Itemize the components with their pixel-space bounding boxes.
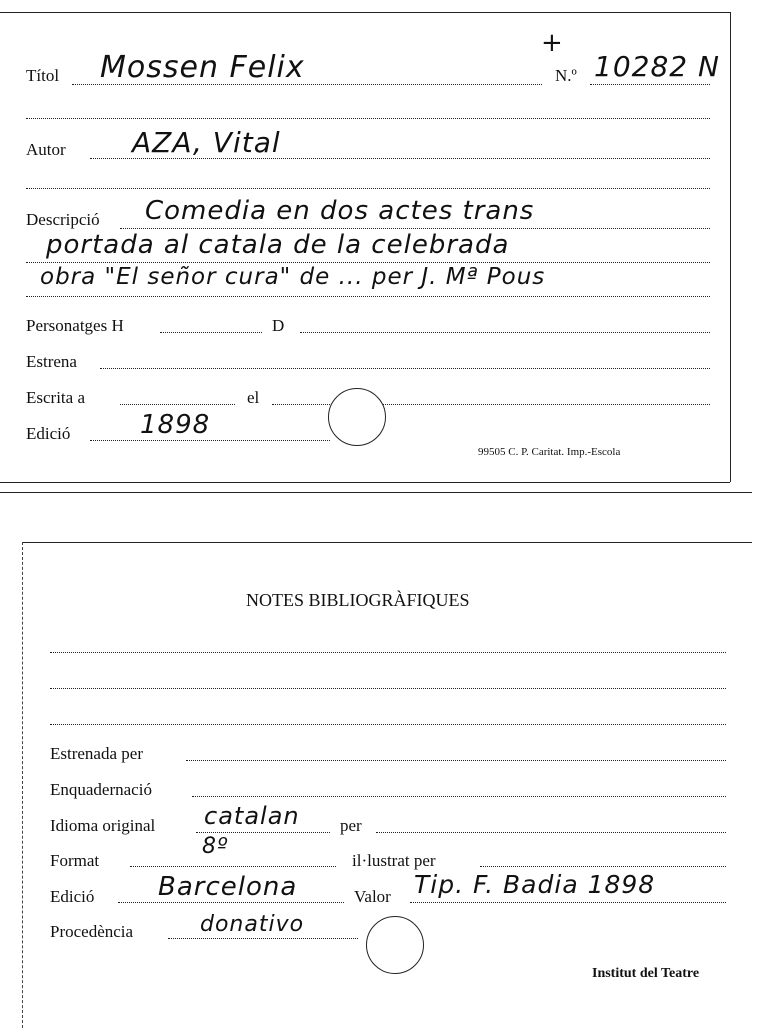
format-label: Format: [50, 851, 100, 870]
illustrat-line: [480, 866, 726, 867]
descripcio-label: Descripció: [26, 210, 100, 229]
valor-value: Tip. F. Badia 1898: [414, 870, 656, 899]
personatges-d-label: D: [272, 316, 285, 335]
descripcio-value-3: obra "El señor cura" de ... per J. Mª Pous: [40, 264, 546, 290]
titol-value: Mossen Felix: [100, 50, 305, 85]
descripcio-line-2: [26, 262, 710, 263]
card2-top-border: [22, 542, 752, 543]
procedencia-label: Procedència: [50, 922, 134, 941]
edicio-value: 1898: [140, 410, 211, 440]
descripcio-value-1: Comedia en dos actes trans: [145, 196, 535, 226]
institution-name: Institut del Teatre: [592, 966, 700, 981]
procedencia-line: [168, 938, 358, 939]
punch-hole: [328, 388, 386, 446]
blank-line-1: [26, 118, 710, 119]
numero-line: [590, 84, 710, 85]
idioma-label: Idioma original: [50, 816, 156, 835]
estrenada-line: [186, 760, 726, 761]
punch-hole-2: [366, 916, 424, 974]
idioma-per-line: [376, 832, 726, 833]
valor-line: [410, 902, 726, 903]
notes-line-1: [50, 652, 726, 653]
idioma-value: catalan: [204, 802, 300, 830]
autor-value: AZA, Vital: [132, 126, 281, 159]
descripcio-value-2: portada al catala de la celebrada: [46, 230, 510, 260]
notes-line-2: [50, 688, 726, 689]
card2-left-edge: [22, 542, 23, 1028]
personatges-label: Personatges H: [26, 316, 124, 335]
estrena-label: Estrena: [26, 352, 77, 371]
enquadernacio-line: [192, 796, 726, 797]
valor-label: Valor: [354, 887, 391, 906]
autor-label: Autor: [26, 140, 66, 159]
blank-line-2: [26, 188, 710, 189]
card-top-border: [0, 12, 730, 13]
format-line: [130, 866, 336, 867]
edicio2-line: [118, 902, 344, 903]
personatges-d-line: [300, 332, 710, 333]
notes-line-3: [50, 724, 726, 725]
numero-value: 10282 N: [594, 50, 720, 83]
escrita-label: Escrita a: [26, 388, 85, 407]
numero-label: N.º: [555, 66, 577, 85]
card-bottom-border: [0, 482, 730, 483]
catalog-card-back: [0, 500, 759, 1028]
edicio-label: Edició: [26, 424, 71, 443]
edicio2-value: Barcelona: [158, 872, 298, 902]
edicio-line: [90, 440, 330, 441]
descripcio-line-1: [120, 228, 710, 229]
descripcio-line-3: [26, 296, 710, 297]
edicio2-label: Edició: [50, 887, 95, 906]
escrita-line: [120, 404, 235, 405]
cross-mark: +: [541, 28, 564, 58]
idioma-line: [196, 832, 330, 833]
estrena-line: [100, 368, 710, 369]
enquadernacio-label: Enquadernació: [50, 780, 152, 799]
idioma-per-label: per: [340, 816, 362, 835]
printer-note: 99505 C. P. Caritat. Imp.-Escola: [478, 446, 621, 458]
titol-label: Títol: [26, 66, 60, 85]
estrenada-label: Estrenada per: [50, 744, 143, 763]
notes-heading: NOTES BIBLIOGRÀFIQUES: [246, 590, 470, 610]
personatges-h-line: [160, 332, 262, 333]
format-value: 8º: [202, 834, 229, 859]
el-label: el: [247, 388, 260, 407]
card-edge-line: [0, 492, 752, 493]
procedencia-value: donativo: [200, 912, 305, 937]
illustrat-label: il·lustrat per: [352, 851, 436, 870]
catalog-card-front: [0, 0, 759, 500]
card-right-border: [730, 12, 731, 482]
